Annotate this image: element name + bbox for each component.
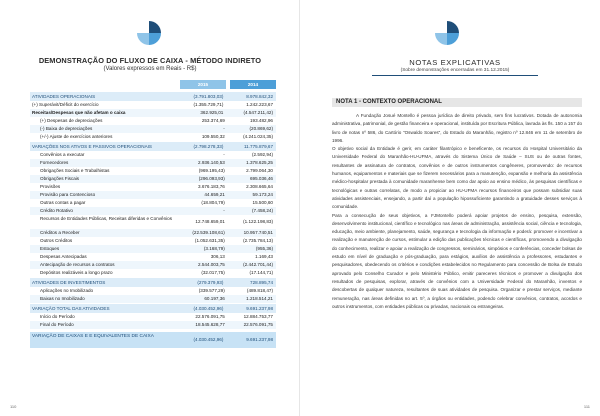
table-header	[30, 80, 276, 89]
table-row: Convênios a executar - (2.592,94)	[40, 152, 273, 157]
paragraph: Para a consecução de seus objetivos, a FJMontello poderá apoiar projetos de ensino, pesquisa, extensão, desenvolvimento institucional, científico e tecnológico nas áreas de administração, assistência social, ciência e tecnologia, educação, meio ambiente, planejamento, saúde, segurança e tecnologia da informação e poderá: promover e incentivar a realização e manutenção de cursos, estimular a edição das publicações técnicas e científicas, promovendo a divulgação do conhecimento, realizar e apoiar a realização de congressos, seminários, simpósios e conferências, conceder bolsas de estudo em nível de graduação e pós-graduação, para estágios, auxílios de assistência a professores, estudantes e pesquisadores, obedecendo os critérios e condições estabelecidos no Regulamento para concessão de Bolsa de Estudo aprovado pelo Conselho Curador e pelo Ministério Público, emitir pareceres técnicos e promover a divulgação dos resultados de pesquisas, explorar, através de convênios com a Universidade Federal do Maranhão, inventos e descobertas de qualquer natureza, resultantes de suas atividades de pesquisa. Organizar e prestar serviços, mediante remuneração, nas áreas definidas no art. 5º, a órgãos ou entidades, podendo celebrar convênios, contratos, acordos e outros instrumentos, com entidades públicas ou privadas, nacionais ou estrangeiras.	[332, 212, 582, 309]
section-heading: NOTA 1 - CONTEXTO OPERACIONAL	[332, 98, 582, 107]
table-row: Provisão para Contencioso 44.659,21 59.173,24	[30, 191, 276, 199]
table-row-total: VARIAÇÃO DE CAIXAS E E EQUIVALENTES DE CAIXA (4.030.452,96) 9.691.237,98	[30, 332, 276, 348]
notes-body	[332, 112, 582, 311]
statement-title: DEMONSTRAÇÃO DO FLUXO DE CAIXA - MÉTODO INDIRETO	[38, 56, 262, 65]
table-row: Crédito Rotativo - (7.458,24)	[30, 207, 276, 215]
table-row: Baixas no Imobilizado 60.197,36 1.218.514,21	[30, 295, 276, 303]
right-page	[300, 0, 600, 416]
paragraph: O objetivo social da Entidade é gerir, em caráter filantrópico e beneficente, os recursos do Hospital Universitário da Universidade Federal do Maranhão-HU-UFMA, através do Sistema Único de Saúde – SUS ou de outras fontes, resultantes de assinatura de contratos, convênios e de outros instrumentos congêneres, promovendo: de recursos humanos, equipamentos e materiais que se fizerem necessários para a manutenção, expansão e melhoria da assistência médico-hospitalar prestada à comunidade maranhense bem como dar apoio ao ensino médico, às pesquisas científicas e tecnológicas e outras correlatas, de modo a propiciar ao HU-UFMA recursos financeiros que possam subsidiar suas atividades assistenciais, ensejando, a partir daí a população hipossuficiente garantindo a gratuidade desses serviços à comunidade.	[332, 146, 582, 210]
table-row: (+) Despesas de depreciações 253.374,69 193.482,96	[40, 118, 273, 123]
ebserh-logo-icon	[434, 20, 460, 46]
notes-subtitle: (Sobre demonstrações encerradas em 31.12.2015)	[400, 68, 510, 73]
statement-subtitle: (Valores expressos em Reais - R$)	[103, 66, 197, 72]
table-row: Provisões 3.676.183,76 2.308.665,64	[40, 184, 273, 189]
table-row: Início do Período 22.576.091,75 12.884.753,77	[40, 314, 273, 319]
table-row: Outros Créditos (1.052.631,35) (2.735.784,13)	[40, 238, 273, 243]
title-divider	[372, 75, 538, 76]
table-row: Recursos de Entidades Públicas, Receitas diferidas e Convênios 12.748.659,01 (1.122.198,83)	[40, 216, 273, 224]
table-row: Outras contas a pagar (18.804,79) 15.500,60	[40, 200, 273, 205]
table-row: VARIAÇÃO TOTAL DAS ATIVIDADES (4.030.452,96) 9.691.237,98	[30, 304, 276, 313]
table-row: Final do Período 18.545.628,77 22.576.091,75	[30, 321, 276, 329]
table-row: Fornecedores 2.936.140,53 1.378.625,25	[30, 159, 276, 167]
column-header-2014: 2014	[230, 80, 276, 89]
table-row: (+/-) Ajuste de exercícios anteriores 109.550,32 (4.241.024,35)	[40, 134, 273, 139]
table-row: Receitas/Despesas que não afetam o caixa 362.925,01 (4.547.211,42)	[30, 109, 276, 117]
table-row: Depósitos realizáveis a longo prazo (32.017,75) (17.144,71)	[40, 270, 273, 275]
table-row: (-) Baixa de depreciações - (20.869,62)	[30, 125, 276, 133]
notes-title: NOTAS EXPLICATIVAS	[409, 58, 501, 67]
table-row: Estoques (3.168,79) (955,36)	[30, 245, 276, 253]
table-row: VARIAÇÕES NOS ATIVOS E PASSIVOS OPERACIONAIS (2.798.278,33) 11.775.879,67	[30, 142, 276, 151]
paragraph: A Fundação Josué Montello é pessoa jurídica de direito privado, sem fins lucrativos. Dotada de autonomia administrativa, patrimonial, de gestão financeira e operacional, instituída por Escritura Pública, lavrada às fls. 150 a 157 do livro de notas nº 586, do Cartório "Oswaldo Soares", do Estado do Maranhão, registro nº 12.846 em 11 de setembro de 1996.	[332, 113, 582, 143]
column-header-2015: 2015	[180, 80, 226, 89]
table-row: Créditos a Receber (22.539.108,61) 10.957.740,51	[30, 229, 276, 237]
table-row: Aplicações no Imobilizado (339.577,29) (489.818,47)	[40, 288, 273, 293]
table-row: ATIVIDADES DE INVESTIMENTOS (279.379,93) 728.895,74	[30, 278, 276, 287]
table-row: Antecipação de recursos a contratos 2.544.003,75 (2.442.701,44)	[30, 261, 276, 269]
table-row: ATIVIDADES OPERACIONAIS (3.791.803,03) 8.978.842,32	[30, 92, 276, 101]
table-row: Obrigações Sociais e Trabalhistas (969.195,43) 2.799.064,30	[40, 168, 273, 173]
table-row: (+) Superávit/Déficit do exercício (1.355.729,71) 1.242.223,67	[32, 102, 274, 107]
table-row: Obrigações Fiscais (296.093,93) 695.036,46	[30, 175, 276, 183]
page-number: 110	[10, 404, 17, 409]
page-number: 111	[583, 404, 590, 409]
table-row: Despesas Antecipadas 306,13 1.169,43	[40, 254, 273, 259]
cash-flow-table	[30, 80, 276, 348]
ebserh-logo-icon	[136, 20, 162, 46]
